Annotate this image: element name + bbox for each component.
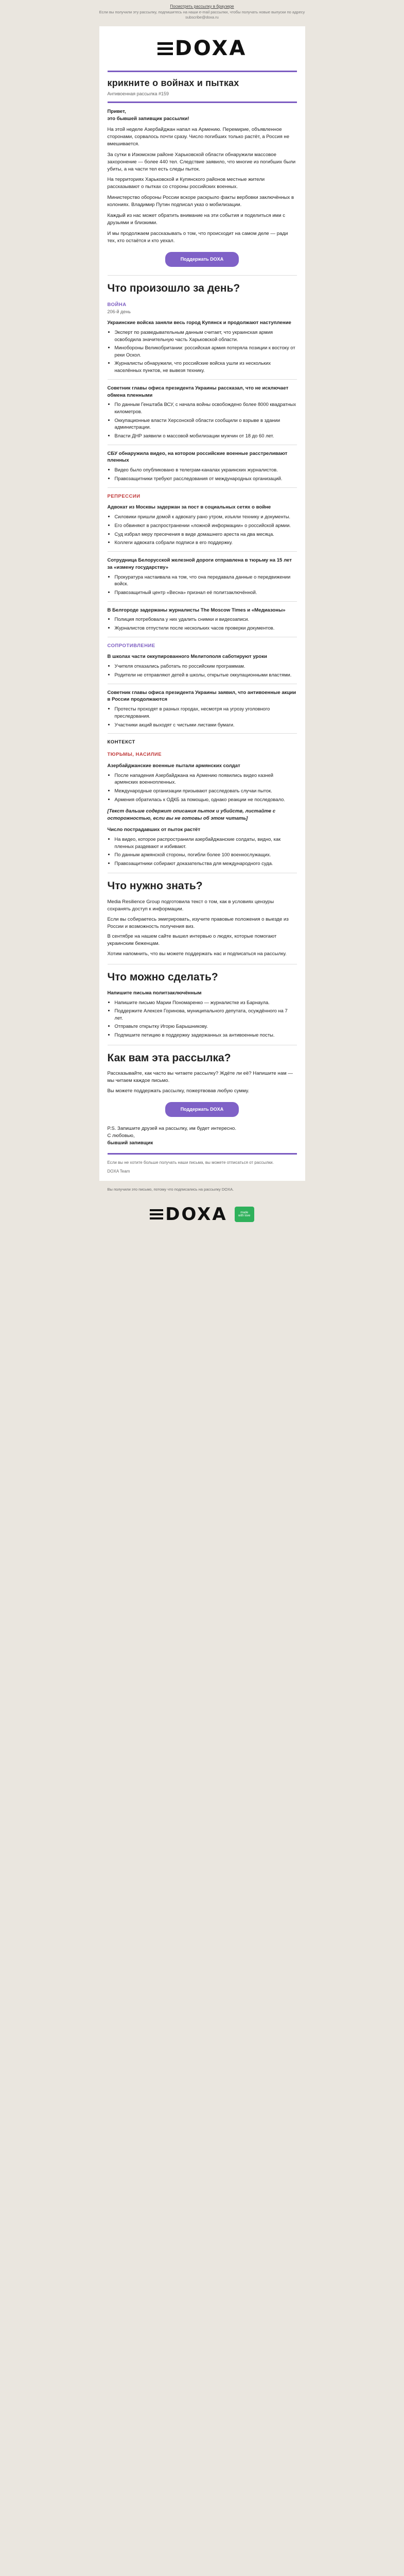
news-bullet: • Суд избрал меру пресечения в виде домашнего ареста на два месяца. <box>115 531 297 538</box>
context-title: КОНТЕКСТ <box>107 739 135 745</box>
news-bullet: • Участники акций выходят с чистыми листами бумаги. <box>115 721 297 728</box>
action-bullet: • Поддержите Алексея Горинова, муниципального депутата, осуждённого на 7 лет. <box>115 1007 297 1021</box>
badge-top: made <box>240 1211 249 1214</box>
divider <box>108 551 297 552</box>
badge-bottom: with love <box>238 1214 251 1218</box>
footer-org: DOXA Team <box>107 1169 130 1174</box>
resistance-title: СОПРОТИВЛЕНИЕ <box>107 642 155 649</box>
view-in-browser-link[interactable]: Посмотреть рассылку в браузере <box>170 4 234 9</box>
signoff-line: С любовью, <box>107 1132 135 1139</box>
news-bullet: • Видео было опубликовано в телеграм-каналах украинских журналистов. <box>115 466 297 473</box>
intro-paragraph: За сутки в Изюмском районе Харьковской области обнаружили массовое захоронение — более 440 тел. Следствие заявило, что многие из погибших были убиты, а на части тел есть следы пыток. <box>107 151 296 172</box>
news-bullet: • После нападения Азербайджана на Армению появились видео казней армянских военнопленных. <box>115 772 297 786</box>
section-heading-what-to-know: Что нужно знать? <box>108 873 297 894</box>
signoff-ps: P.S. Запишите друзей на рассылку, им будет интересно. <box>107 1125 236 1131</box>
action-bullet: • Напишите письмо Марии Пономаренко — журналистке из Барнаула. <box>115 999 297 1006</box>
action-block <box>108 990 297 1039</box>
action-subheading: Напишите письма политзаключённым <box>107 990 202 996</box>
action-bullet: • Подпишите петицию в поддержку задержанных за антивоенные посты. <box>115 1031 297 1039</box>
intro-paragraph: Министерство обороны России вскоре раскрыло факты вербовки заключённых в колониях. Владимир Путин подписал указ о мобилизации. <box>107 195 294 208</box>
news-bullet: • Учителя отказались работать по российским программам. <box>115 663 297 670</box>
news-item <box>108 826 297 867</box>
issue-label: Антивоенная рассылка #159 <box>107 91 169 97</box>
signoff-line: бывший запивщик <box>107 1140 153 1146</box>
news-bullet: • Правозащитный центр «Весна» признал её политзаключённой. <box>115 589 297 596</box>
logo-bars-icon <box>150 1209 163 1219</box>
pitch-paragraph: Вы можете поддержать рассылку, пожертвовав любую сумму. <box>107 1088 250 1094</box>
preheader <box>99 0 305 22</box>
news-bullet: • Журналистов отпустили после нескольких часов проверки документов. <box>115 624 297 632</box>
divider <box>108 733 297 734</box>
know-paragraph: Media Resilience Group подготовила текст о том, как в условиях цензуры сохранять доступ к информации. <box>107 899 274 912</box>
news-bullet: • Журналисты обнаружили, что российские войска ушли из нескольких населённых пунктов, не вывезя технику. <box>115 360 297 374</box>
header-logo <box>99 26 305 71</box>
content-warning: [Текст дальше содержит описания пыток и убийств, листайте с осторожностью, если вы не готовы об этом читать] <box>107 808 276 822</box>
footer-logo-text: DOXA <box>165 1204 227 1225</box>
footer-text: Если вы не хотите больше получать наши письма, вы можете отписаться от рассылки. <box>107 1160 274 1165</box>
news-item <box>108 762 297 803</box>
news-item-head: В Белгороде задержаны журналисты The Moscow Times и «Медиазоны» <box>107 607 286 613</box>
news-item <box>108 689 297 728</box>
news-bullet: • Прокуратура настаивала на том, что она передавала данные о передвижении войск. <box>115 573 297 587</box>
divider <box>108 379 297 380</box>
news-item-head: В школах части оккупированного Мелитополя саботируют уроки <box>107 654 267 660</box>
news-bullet: • Минобороны Великобритании: российская армия потеряла позиции к востоку от реки Оскол. <box>115 344 297 358</box>
intro-paragraph: Привет, <box>107 109 126 115</box>
news-bullet: • Эксперт по разведывательным данным считает, что украинская армия освободила значительную часть Харьковской области. <box>115 329 297 343</box>
news-item <box>108 319 297 374</box>
intro <box>108 108 297 245</box>
divider <box>108 487 297 488</box>
section-heading-what-to-do: Что можно сделать? <box>108 964 297 985</box>
footer-divider <box>108 1153 297 1155</box>
news-item <box>108 504 297 546</box>
section-heading-what-happened: Что произошло за день? <box>108 275 297 296</box>
support-button[interactable]: Поддержать DOXA <box>165 252 239 267</box>
newsletter-title: крикните о войнах и пытках <box>107 78 239 89</box>
news-bullet: • Протесты проходят в разных городах, несмотря на угрозу уголовного преследования. <box>115 705 297 719</box>
intro-paragraph: На этой неделе Азербайджан напал на Армению. Перемирие, объявленное сторонами, сорвалось почти сразу. Число погибших только растёт, а Россия не вмешивается. <box>107 127 290 147</box>
news-bullet: • Силовики пришли домой к адвокату рано утром, изъяли технику и документы. <box>115 513 297 520</box>
footer <box>99 1187 305 1227</box>
news-item <box>108 557 297 596</box>
section-heading-feedback: Как вам эта рассылка? <box>108 1045 297 1066</box>
know-paragraph: В сентябре на нашем сайте вышел интервью о людях, которые помогают украинским беженцам. <box>107 934 277 947</box>
intro-paragraph: И мы продолжаем рассказывать о том, что происходит на самом деле — ради тех, кто остаётся и кто уехал. <box>107 230 288 244</box>
footer-note: Вы получили это письмо, потому что подписались на рассылку DOXA. <box>107 1187 234 1192</box>
news-item-head: Адвокат из Москвы задержан за пост в социальных сетях о войне <box>107 504 271 511</box>
news-item-head: СБУ обнаружила видео, на котором российские военные расстреливают пленных <box>107 450 288 464</box>
news-bullet: • Армения обратилась к ОДКБ за помощью, однако реакции не последовало. <box>115 796 297 803</box>
news-bullet: • Полиция потребовала у них удалить снимки и видеозаписи. <box>115 616 297 623</box>
intro-paragraph: На территориях Харьковской и Купянского районов местные жители рассказывают о пытках со стороны российских военных. <box>107 177 265 190</box>
news-item <box>108 653 297 678</box>
logo-bars-icon <box>157 42 173 55</box>
know-paragraph: Если вы собираетесь эмигрировать, изучите правовые положения о выезде из России и возможность получения виз. <box>107 916 289 929</box>
news-bullet: • Международные организации призывают расследовать случаи пыток. <box>115 787 297 794</box>
logo-text: DOXA <box>174 37 247 61</box>
made-with-badge[interactable] <box>235 1207 254 1222</box>
news-bullet: • Коллеги адвоката собрали подписи в его поддержку. <box>115 539 297 546</box>
news-item <box>108 450 297 482</box>
repressions-title: РЕПРЕССИИ <box>107 493 140 499</box>
news-bullet: • Власти ДНР заявили о массовой мобилизации мужчин от 18 до 60 лет. <box>115 432 297 439</box>
news-bullet: • Правозащитники требуют расследования от международных организаций. <box>115 475 297 482</box>
email-card <box>99 26 305 1181</box>
news-item-head: Сотрудница Белорусской железной дороги отправлена в тюрьму на 15 лет за «измену государству» <box>107 557 292 570</box>
preheader-text: Если вы получили эту рассылку, подпишитесь на наши e-mail рассылки, чтобы получать новые выпуски по адресу subscribe@doxa.ru <box>99 9 305 20</box>
news-bullet: • По данным армянской стороны, погибли более 100 военнослужащих. <box>115 851 297 858</box>
know-paragraph: Хотим напомнить, что вы можете поддержать нас и подписаться на рассылку. <box>107 951 287 957</box>
intro-paragraph: это бывшей запивщик рассылки! <box>107 116 189 122</box>
support-button-bottom[interactable]: Поддержать DOXA <box>165 1102 239 1117</box>
doxa-logo <box>157 33 247 63</box>
action-bullet: • Отправьте открытку Игорю Барышникову. <box>115 1023 297 1030</box>
news-bullet: • Родители не отправляют детей в школы, открытые оккупационными властями. <box>115 671 297 679</box>
context-tag: ТЮРЬМЫ, НАСИЛИЕ <box>107 752 162 758</box>
news-item <box>108 607 297 632</box>
news-bullet: • Оккупационные власти Херсонской области сообщили о взрыве в здании администрации. <box>115 417 297 431</box>
news-item-head: Украинские войска заняли весь город Купянск и продолжают наступление <box>107 319 291 326</box>
pitch-paragraph: Рассказывайте, как часто вы читаете рассылку? Ждёте ли её? Напишите нам — мы читаем каждое письмо. <box>107 1071 293 1084</box>
news-item-head: Советник главы офиса президента Украины заявил, что антивоенные акции в России продолжаются <box>107 689 296 703</box>
news-bullet: • Его обвиняют в распространении «ложной информации» о российской армии. <box>115 522 297 529</box>
intro-paragraph: Каждый из нас может обратить внимание на эти события и поделиться ими с друзьями и близкими. <box>107 213 286 226</box>
news-item-head: Число пострадавших от пыток растёт <box>107 827 201 833</box>
news-bullet: • Правозащитники собирают доказательства для международного суда. <box>115 860 297 867</box>
divider <box>108 601 297 602</box>
footer-logo <box>150 1202 227 1227</box>
news-bullet: • По данным Генштаба ВСУ, с начала войны освобождено более 8000 квадратных километров. <box>115 401 297 415</box>
issue-rule <box>108 101 297 103</box>
war-day-label: 206-й день <box>107 309 131 314</box>
news-item <box>108 385 297 439</box>
news-bullet: • На видео, которое распространили азербайджанские солдаты, видно, как пленных раздевают и избивают. <box>115 836 297 850</box>
news-item-head: Советник главы офиса президента Украины рассказал, что не исключает обмена пленными <box>107 385 289 398</box>
news-item-head: Азербайджанские военные пытали армянских солдат <box>107 762 240 769</box>
war-section-title: ВОЙНА <box>107 302 127 308</box>
